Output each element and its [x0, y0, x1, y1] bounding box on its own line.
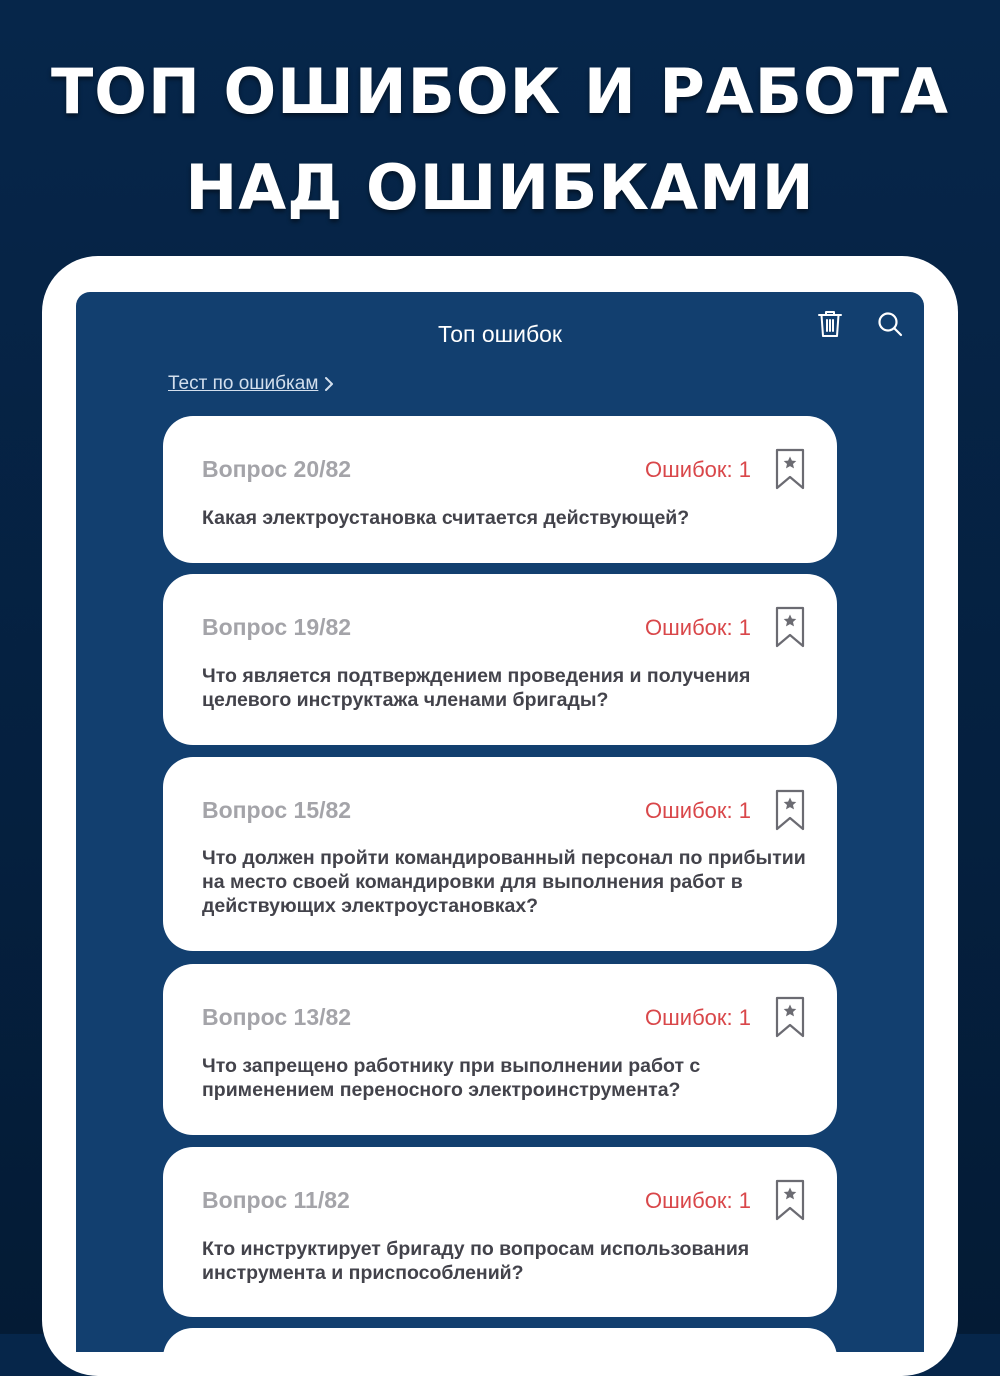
question-text: Что должен пройти командированный персонал по прибытии на место своей командировки для выполнения работ в действующих электроустановках?	[202, 847, 806, 917]
bookmark-icon[interactable]	[775, 996, 805, 1038]
error-count: Ошибок: 1	[645, 457, 751, 482]
search-icon	[877, 311, 903, 337]
question-text: Кто инструктирует бригаду по вопросам использования инструмента и приспособлений?	[202, 1238, 750, 1284]
error-count: Ошибок: 1	[645, 1188, 751, 1213]
search-button[interactable]	[874, 308, 906, 340]
nav-title: Топ ошибок	[437, 321, 562, 347]
promo-headline	[0, 44, 1000, 236]
chevron-right-icon	[324, 376, 336, 392]
question-card[interactable]	[163, 1147, 837, 1317]
trash-icon	[818, 310, 842, 338]
question-number: Вопрос 19/82	[202, 614, 352, 640]
question-text: Что является подтверждением проведения и получения целевого инструктажа членами бригады?	[202, 665, 751, 711]
app-screen	[76, 292, 924, 1352]
question-card[interactable]	[163, 574, 837, 745]
question-number: Вопрос 11/82	[202, 1187, 350, 1213]
bookmark-icon[interactable]	[775, 606, 805, 648]
question-number: Вопрос 20/82	[202, 456, 352, 482]
question-text: Какая электроустановка считается действующей?	[202, 507, 690, 529]
headline-line-2: НАД ОШИБКАМИ	[185, 151, 815, 224]
error-count: Ошибок: 1	[645, 1005, 751, 1030]
question-card[interactable]	[163, 964, 837, 1135]
bookmark-icon[interactable]	[775, 448, 805, 490]
question-number: Вопрос 15/82	[202, 797, 352, 823]
question-card[interactable]	[163, 1328, 837, 1352]
headline-line-1: ТОП ОШИБОК И РАБОТА	[50, 55, 950, 128]
question-card[interactable]	[163, 416, 837, 563]
bookmark-icon[interactable]	[775, 789, 805, 831]
question-text: Что запрещено работнику при выполнении работ с применением переносного электроинструмента?	[202, 1055, 701, 1101]
error-count: Ошибок: 1	[645, 615, 751, 640]
bookmark-icon[interactable]	[775, 1179, 805, 1221]
test-link-label: Тест по ошибкам	[168, 373, 319, 394]
test-by-errors-link[interactable]	[168, 372, 336, 396]
error-count: Ошибок: 1	[645, 798, 751, 823]
delete-button[interactable]	[814, 308, 846, 340]
question-card[interactable]	[163, 757, 837, 951]
question-number: Вопрос 13/82	[202, 1004, 352, 1030]
